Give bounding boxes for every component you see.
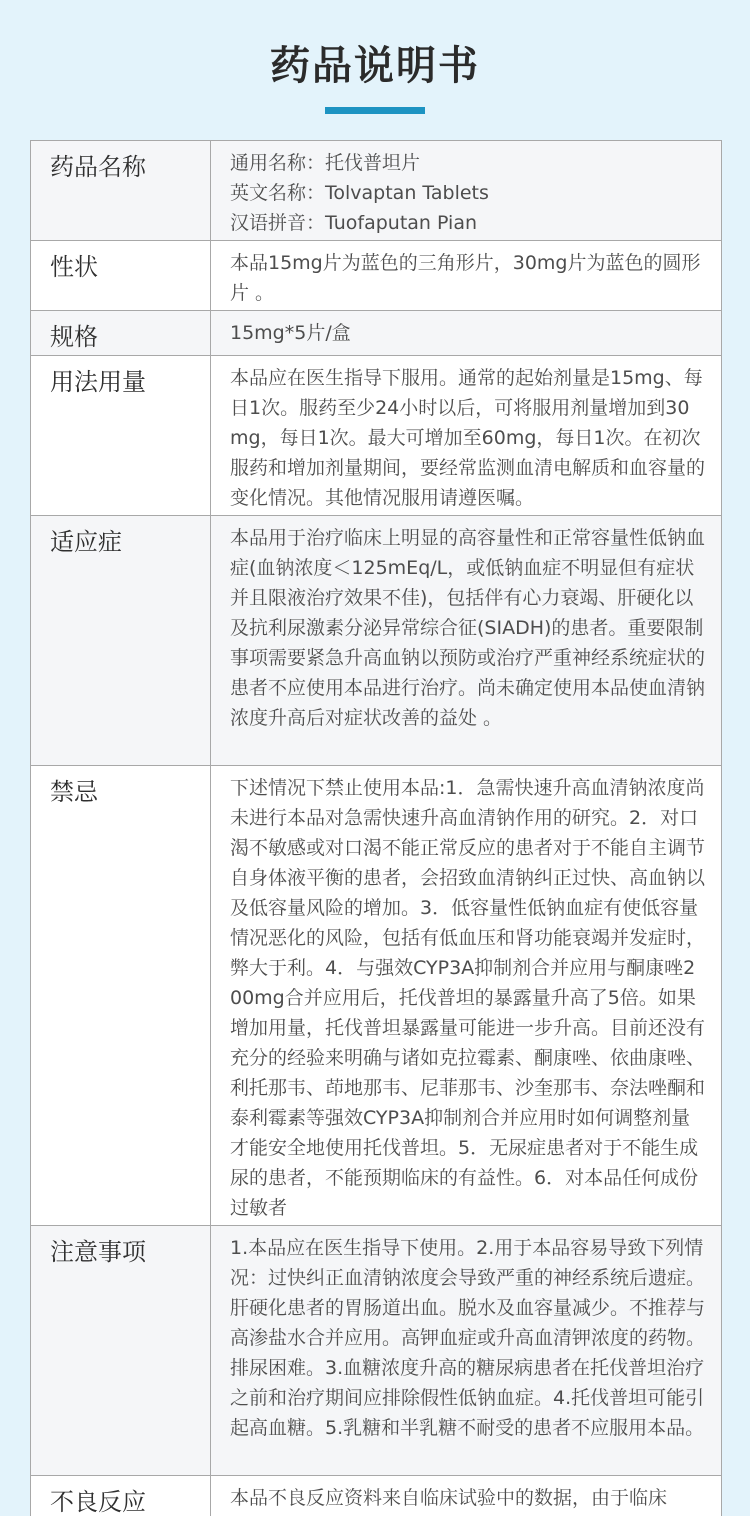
row-specification	[31, 311, 721, 356]
row-content: 15mg*5片/盒	[230, 322, 351, 344]
pinyin-name: 汉语拼音：Tuofaputan Pian	[230, 212, 478, 234]
row-contraindications	[31, 766, 721, 1226]
row-adverse-reactions	[31, 1476, 721, 1516]
row-label: 禁忌	[31, 766, 211, 1225]
drug-info-table	[30, 140, 722, 1516]
row-drug-name	[31, 141, 721, 241]
row-indications	[31, 516, 721, 766]
row-content: 本品不良反应资料来自临床试验中的数据，由于临床	[230, 1487, 668, 1509]
row-content: 下述情况下禁止使用本品:1．急需快速升高血清钠浓度尚未进行本品对急需快速升高血清钠作用的研究。2．对口渴不敏感或对口渴不能正常反应的患者对于不能自主调节自身体液平衡的患者，会招致血清钠纠正过快、高血钠以及低容量风险的增加。3．低容量性低钠血症有使低容量情况恶化的风险，包括有低血压和肾功能衰竭并发症时，弊大于利。4．与强效CYP3A抑制剂合并应用与酮康唑200mg合并应用后，托伐普坦的暴露量升高了5倍。如果增加用量，托伐普坦暴露量可能进一步升高。目前还没有充分的经验来明确与诸如克拉霉素、酮康唑、依曲康唑、利托那韦、茚地那韦、尼菲那韦、沙奎那韦、奈法唑酮和泰利霉素等强效CYP3A抑制剂合并应用时如何调整剂量才能安全地使用托伐普坦。5．无尿症患者对于不能生成尿的患者，不能预期临床的有益性。6．对本品任何成份过敏者	[230, 777, 706, 1219]
row-content: 本品应在医生指导下服用。通常的起始剂量是15mg、每日1次。服药至少24小时以后，可将服用剂量增加到30mg，每日1次。最大可增加至60mg，每日1次。在初次服药和增加剂量期间，要经常监测血清电解质和血容量的变化情况。其他情况服用请遵医嘱。	[230, 367, 706, 509]
row-content: 本品用于治疗临床上明显的高容量性和正常容量性低钠血症(血钠浓度＜125mEq/L，或低钠血症不明显但有症状并且限液治疗效果不佳)，包括伴有心力衰竭、肝硬化以及抗利尿激素分泌异常综合征(SIADH)的患者。重要限制事项需要紧急升高血钠以预防或治疗严重神经系统症状的患者不应使用本品进行治疗。尚未确定使用本品使血清钠浓度升高后对症状改善的益处 。	[230, 527, 706, 729]
row-content: 1.本品应在医生指导下使用。2.用于本品容易导致下列情况：过快纠正血清钠浓度会导致严重的神经系统后遗症。肝硬化患者的胃肠道出血。脱水及血容量减少。不推荐与高渗盐水合并应用。高钾血症或升高血清钾浓度的药物。排尿困难。3.血糖浓度升高的糖尿病患者在托伐普坦治疗之前和治疗期间应排除假性低钠血症。4.托伐普坦可能引起高血糖。5.乳糖和半乳糖不耐受的患者不应服用本品。	[230, 1237, 706, 1439]
row-label: 适应症	[31, 516, 211, 765]
row-label: 不良反应	[31, 1476, 211, 1516]
title-underline	[325, 107, 425, 114]
row-dosage	[31, 356, 721, 516]
generic-name: 通用名称：托伐普坦片	[230, 152, 421, 174]
row-label: 性状	[31, 241, 211, 310]
header	[0, 0, 750, 140]
row-content: 本品15mg片为蓝色的三角形片，30mg片为蓝色的圆形片 。	[230, 252, 701, 304]
row-label: 注意事项	[31, 1226, 211, 1475]
row-content	[211, 141, 721, 240]
row-appearance	[31, 241, 721, 311]
english-name: 英文名称：Tolvaptan Tablets	[230, 182, 489, 204]
row-label: 规格	[31, 311, 211, 355]
page-title: 药品说明书	[270, 43, 480, 89]
row-label: 药品名称	[31, 141, 211, 240]
row-label: 用法用量	[31, 356, 211, 515]
row-precautions	[31, 1226, 721, 1476]
